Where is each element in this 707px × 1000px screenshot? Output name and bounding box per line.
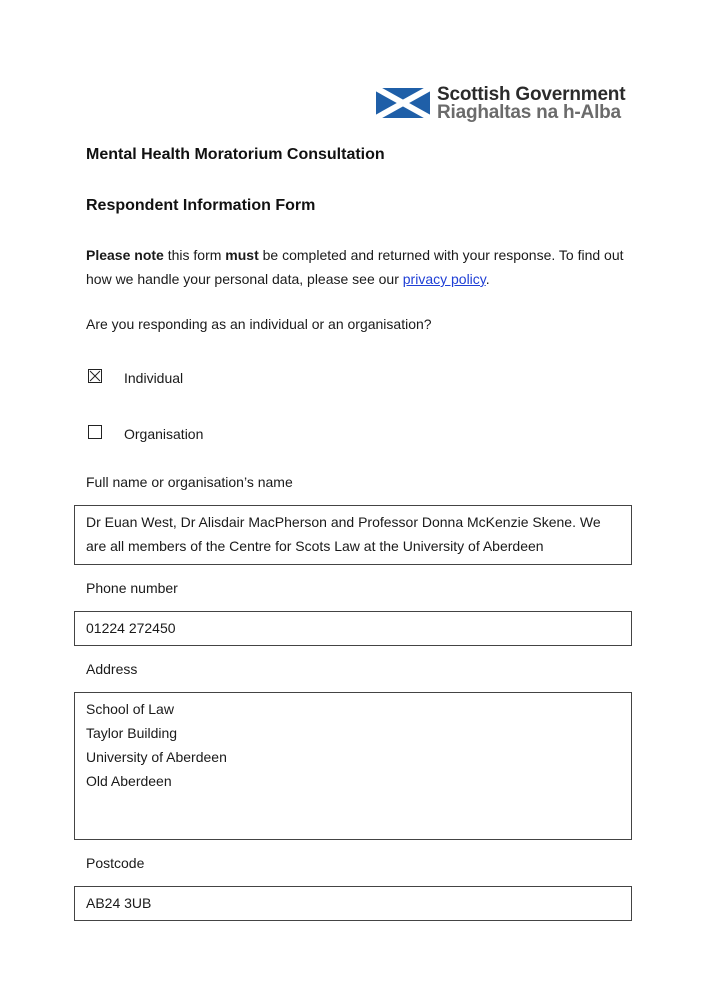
respondent-type-question: Are you responding as an individual or an organisation? bbox=[86, 316, 432, 332]
address-line: Old Aberdeen bbox=[86, 773, 172, 789]
phone-field-label: Phone number bbox=[86, 580, 178, 596]
name-field-line: are all members of the Centre for Scots Law at the University of Aberdeen bbox=[86, 538, 544, 554]
name-field-line: Dr Euan West, Dr Alisdair MacPherson and Professor Donna McKenzie Skene. We bbox=[86, 514, 601, 530]
privacy-note bbox=[86, 243, 631, 291]
privacy-policy-link[interactable]: privacy policy bbox=[402, 271, 486, 287]
name-field[interactable] bbox=[74, 505, 632, 565]
phone-field-value: 01224 272450 bbox=[86, 620, 176, 636]
individual-checkbox[interactable] bbox=[88, 369, 102, 383]
page-title: Mental Health Moratorium Consultation bbox=[86, 146, 385, 163]
address-field-label: Address bbox=[86, 661, 138, 677]
name-field-label: Full name or organisation’s name bbox=[86, 474, 293, 490]
note-text-1: this form bbox=[163, 247, 226, 263]
saltire-flag-icon bbox=[376, 88, 430, 118]
note-text-2: be completed and returned with your response. To find out how we handle your personal data, please see our bbox=[86, 247, 624, 287]
checked-cross-icon bbox=[89, 370, 101, 382]
organisation-label: Organisation bbox=[124, 426, 204, 442]
address-field[interactable] bbox=[74, 692, 632, 840]
postcode-field[interactable] bbox=[74, 886, 632, 921]
note-bold-must: must bbox=[225, 247, 259, 263]
organisation-checkbox[interactable] bbox=[88, 425, 102, 439]
postcode-field-value: AB24 3UB bbox=[86, 895, 152, 911]
address-line: School of Law bbox=[86, 701, 174, 717]
postcode-field-label: Postcode bbox=[86, 855, 145, 871]
address-line: University of Aberdeen bbox=[86, 749, 227, 765]
note-text-3: . bbox=[485, 271, 490, 287]
address-line: Taylor Building bbox=[86, 725, 178, 741]
form-subtitle: Respondent Information Form bbox=[86, 197, 316, 214]
logo-name-english: Scottish Government bbox=[437, 84, 626, 105]
phone-field[interactable] bbox=[74, 611, 632, 646]
scottish-government-logo bbox=[376, 84, 626, 124]
individual-label: Individual bbox=[124, 370, 184, 386]
note-bold-please-note: Please note bbox=[86, 247, 164, 263]
logo-name-gaelic: Riaghaltas na h-Alba bbox=[437, 102, 621, 123]
